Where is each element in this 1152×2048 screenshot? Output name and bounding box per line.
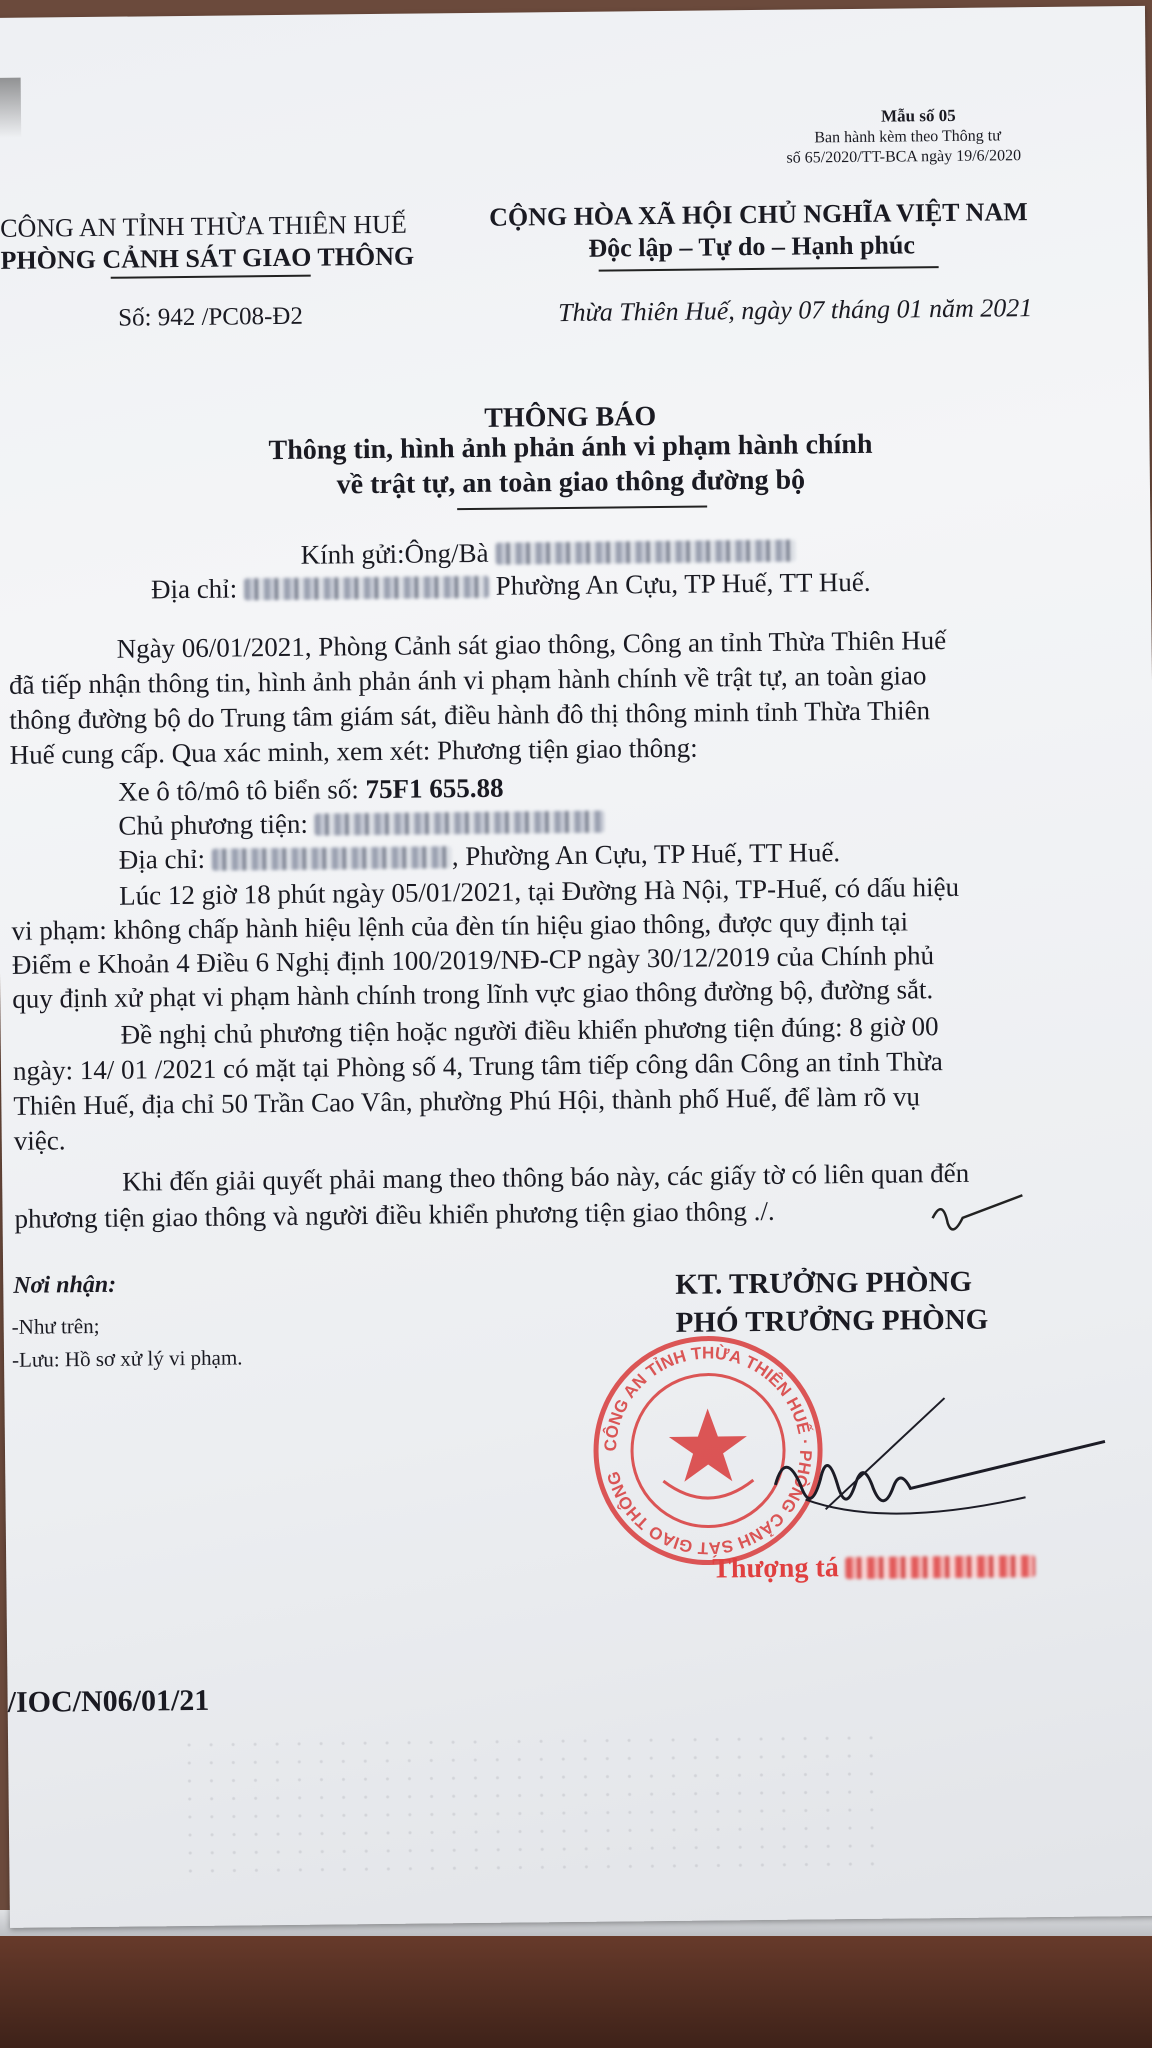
handwritten-signature [764, 1386, 1116, 1540]
paragraph-3-line-3: Thiên Huế, địa chỉ 50 Trần Cao Vân, phường Phú Hội, thành phố Huế, để làm rõ vụ [13, 1081, 921, 1121]
redacted-owner-address [212, 846, 452, 871]
paragraph-1-line-2: đã tiếp nhận thông tin, hình ảnh phản ánh vi phạm hành chính về trật tự, an toàn giao [8, 660, 927, 700]
owner-address-label: Địa chỉ: [118, 843, 212, 875]
paragraph-1-line-4: Huế cung cấp. Qua xác minh, xem xét: Phương tiện giao thông: [9, 732, 698, 770]
signer-rank-name [712, 1550, 1036, 1585]
paragraph-3-line-2: ngày: 14/ 01 /2021 có mặt tại Phòng số 4, Trung tâm tiếp công dân Công an tỉnh Thừa [12, 1046, 943, 1086]
initial-mark [922, 1177, 1033, 1248]
redacted-address [244, 576, 489, 601]
agency-name: PHÒNG CẢNH SÁT GIAO THÔNG [0, 241, 415, 275]
form-number: Mẫu số 05 [880, 105, 956, 126]
addressee-line [300, 535, 795, 571]
scan-noise [178, 1729, 880, 1886]
recipient-item-2: -Lưu: Hồ sơ xử lý vi phạm. [11, 1345, 243, 1372]
national-motto: Độc lập – Tự do – Hạnh phúc [588, 230, 916, 263]
redacted-owner [315, 811, 605, 836]
paragraph-4-line-2: phương tiện giao thông và người điều khiển phương tiện giao thông ./. [14, 1195, 775, 1234]
motto-underline [599, 266, 939, 272]
owner-address-line [119, 837, 841, 876]
national-title: CỘNG HÒA XÃ HỘI CHỦ NGHĨA VIỆT NAM [488, 197, 1028, 232]
signature-title-2: PHÓ TRƯỞNG PHÒNG [675, 1303, 989, 1339]
paragraph-2-line-3: Điểm e Khoản 4 Điều 6 Nghị định 100/2019/NĐ-CP ngày 30/12/2019 của Chính phủ [11, 940, 935, 980]
paragraph-4-line-1: Khi đến giải quyết phải mang theo thông báo này, các giấy tờ có liên quan đến [122, 1157, 970, 1197]
document-heading: THÔNG BÁO [484, 401, 657, 434]
addressee-address-line [151, 567, 871, 606]
svg-text:CÔNG AN TỈNH THỪA THIÊN HUẾ ·: CÔNG AN TỈNH THỪA THIÊN HUẾ · PHÒNG CẢNH SÁT GIAO THÔNG [600, 1343, 816, 1558]
paragraph-2-line-4: quy định xử phạt vi phạm hành chính trong lĩnh vực giao thông đường bộ, đường sắt. [12, 974, 934, 1014]
paragraph-3-line-4: việc. [13, 1125, 66, 1156]
redacted-name [495, 540, 795, 565]
redacted-signer-name [846, 1555, 1036, 1579]
recipients-label: Nơi nhận: [13, 1271, 117, 1299]
address-suffix: Phường An Cựu, TP Huế, TT Huế. [495, 566, 871, 601]
owner-address-suffix: , Phường An Cựu, TP Huế, TT Huế. [451, 837, 841, 872]
paragraph-2-line-2: vi phạm: không chấp hành hiệu lệnh của đèn tín hiệu giao thông, được quy định tại [11, 906, 909, 946]
paragraph-1-line-1: Ngày 06/01/2021, Phòng Cảnh sát giao thông, Công an tỉnh Thừa Thiên Huế [116, 625, 947, 664]
recipient-item-1: -Như trên; [11, 1313, 100, 1339]
title-underline [457, 506, 707, 511]
document-page [0, 6, 1152, 1928]
document-subtitle-1: Thông tin, hình ảnh phản ánh vi phạm hành chính [268, 428, 873, 467]
signature-title-1: KT. TRƯỞNG PHÒNG [675, 1265, 973, 1301]
agency-parent: CÔNG AN TỈNH THỪA THIÊN HUẾ [0, 209, 407, 243]
place-date: Thừa Thiên Huế, ngày 07 tháng 01 năm 2021 [557, 293, 1033, 328]
owner-line [118, 806, 604, 842]
addressee-label: Kính gửi:Ông/Bà [300, 537, 489, 570]
owner-label: Chủ phương tiện: [118, 808, 315, 841]
reference-code: /IOC/N06/01/21 [7, 1683, 210, 1719]
scan-smudge [0, 78, 21, 138]
paragraph-1-line-3: thông đường bộ do Trung tâm giám sát, điều hành đô thị thông minh tỉnh Thừa Thiên [9, 695, 931, 735]
paragraph-2-line-1: Lúc 12 giờ 18 phút ngày 05/01/2021, tại Đường Hà Nội, TP-Huế, có dấu hiệu [119, 871, 960, 911]
agency-underline [111, 275, 311, 279]
signer-rank: Thượng tá [712, 1552, 839, 1585]
plate-line [118, 773, 504, 808]
form-issued-note: Ban hành kèm theo Thông tư [814, 127, 1001, 147]
address-label: Địa chỉ: [150, 573, 238, 605]
form-circular-note: số 65/2020/TT-BCA ngày 19/6/2020 [786, 147, 1022, 167]
plate-label: Xe ô tô/mô tô biển số: [117, 774, 366, 807]
document-subtitle-2: về trật tự, an toàn giao thông đường bộ [336, 464, 806, 501]
table-background [0, 1928, 1152, 2048]
plate-number: 75F1 655.88 [365, 772, 504, 805]
document-number: Số: 942 /PC08-Đ2 [118, 302, 304, 332]
paragraph-3-line-1: Đề nghị chủ phương tiện hoặc người điều khiển phương tiện đúng: 8 giờ 00 [120, 1011, 939, 1050]
